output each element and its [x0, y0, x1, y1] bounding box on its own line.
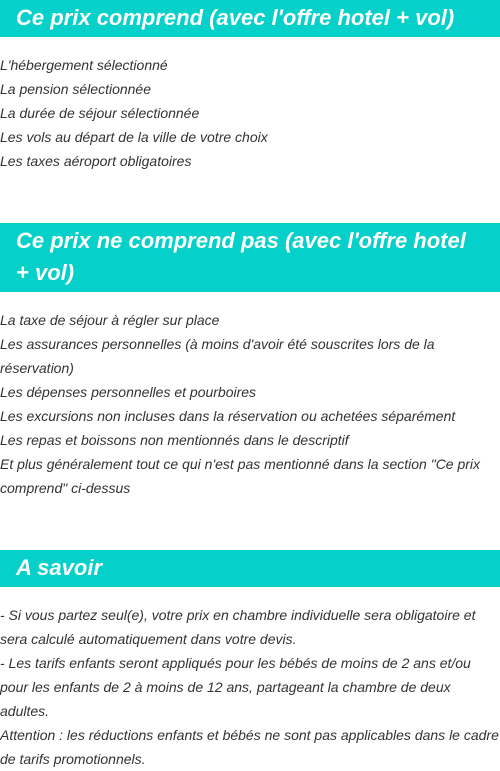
list-item: Les assurances personnelles (à moins d'avoir été souscrites lors de la réservation)	[0, 336, 435, 376]
section-title-good-to-know: A savoir	[0, 550, 500, 587]
list-item: Les dépenses personnelles et pourboires	[0, 384, 257, 400]
list-item: Et plus généralement tout ce qui n'est pas mentionné dans la section "Ce prix comprend" ci-dessus	[0, 456, 481, 496]
list-item: L'hébergement sélectionné	[0, 57, 168, 73]
included-list	[0, 53, 500, 173]
list-item: La durée de séjour sélectionnée	[0, 105, 200, 121]
list-item: La pension sélectionnée	[0, 81, 152, 97]
good-to-know-section	[0, 550, 500, 771]
section-title-included: Ce prix comprend (avec l'offre hotel + vol)	[0, 0, 500, 37]
not-included-section	[0, 223, 500, 500]
list-item: La taxe de séjour à régler sur place	[0, 312, 220, 328]
list-item: Les repas et boissons non mentionnés dans le descriptif	[0, 432, 349, 448]
info-paragraph: Attention : les réductions enfants et bébés ne sont pas applicables dans le cadre de tarifs promotionnels.	[0, 727, 499, 767]
not-included-list	[0, 308, 500, 500]
included-section	[0, 0, 500, 173]
info-paragraph: - Si vous partez seul(e), votre prix en chambre individuelle sera obligatoire et sera calculé automatiquement dans votre devis.	[0, 607, 476, 647]
info-paragraph: - Les tarifs enfants seront appliqués pour les bébés de moins de 2 ans et/ou pour les enfants de 2 à moins de 12 ans, partageant la chambre de deux adultes.	[0, 655, 471, 719]
good-to-know-body	[0, 603, 500, 771]
list-item: Les vols au départ de la ville de votre choix	[0, 129, 268, 145]
list-item: Les excursions non incluses dans la réservation ou achetées séparément	[0, 408, 456, 424]
section-title-not-included: Ce prix ne comprend pas (avec l'offre hotel + vol)	[0, 223, 500, 292]
list-item: Les taxes aéroport obligatoires	[0, 153, 192, 169]
